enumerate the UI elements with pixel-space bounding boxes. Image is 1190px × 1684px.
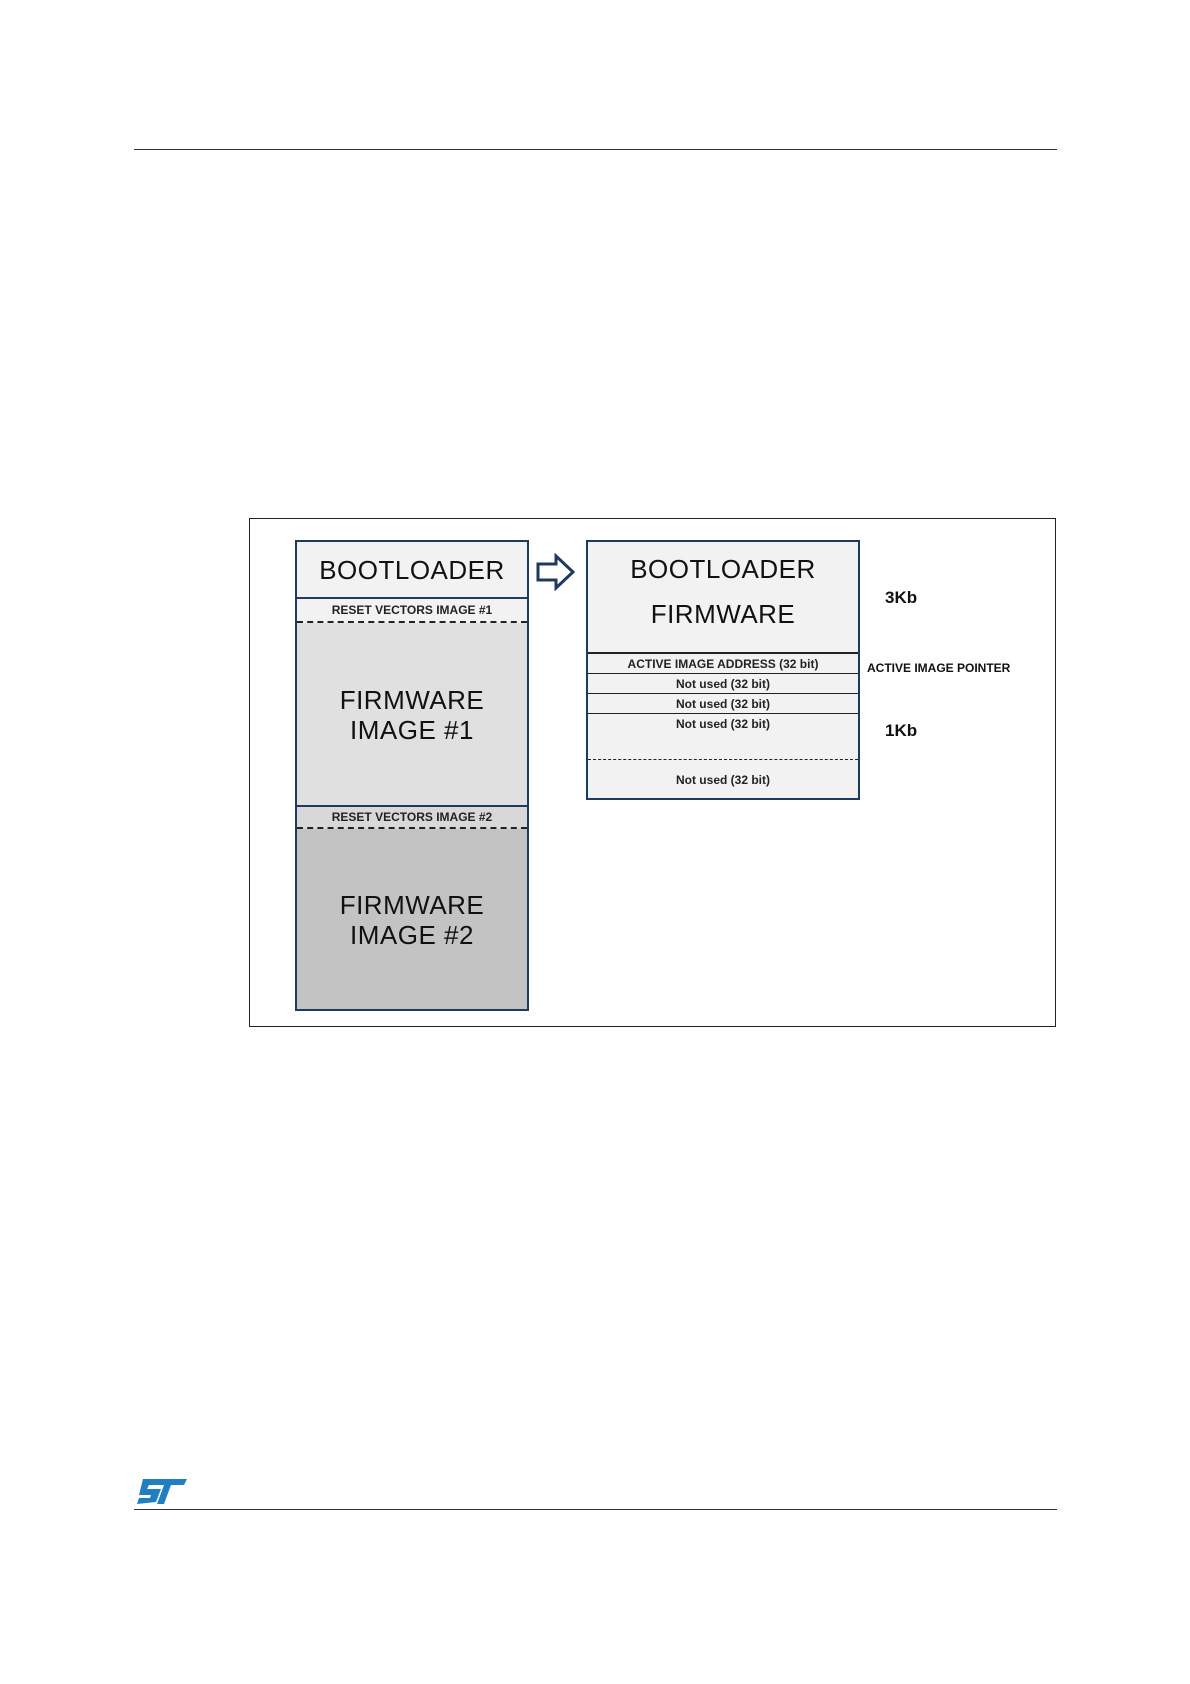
firmware-image-1-segment: [297, 623, 527, 807]
st-logo: [135, 1477, 187, 1506]
bootloader-firmware-line1: BOOTLOADER: [630, 554, 816, 584]
bootloader-label: BOOTLOADER: [319, 555, 505, 585]
reset-vectors-image-2-segment: [297, 807, 527, 829]
reset-vectors-image-1-label: RESET VECTORS IMAGE #1: [331, 603, 493, 617]
not-used-row: Not used (32 bit): [588, 674, 858, 694]
active-image-address-row: ACTIVE IMAGE ADDRESS (32 bit): [588, 654, 858, 674]
firmware-image-1-line2: IMAGE #1: [350, 715, 474, 745]
right-arrow-icon: [536, 553, 576, 591]
bootloader-segment: [297, 542, 527, 599]
reset-vectors-image-2-label: RESET VECTORS IMAGE #2: [331, 810, 493, 824]
firmware-image-2-segment: [297, 829, 527, 1009]
not-used-row: Not used (32 bit): [588, 694, 858, 714]
flash-memory-map: [295, 540, 529, 1011]
not-used-row: Not used (32 bit): [675, 773, 770, 787]
active-image-pointer-label: ACTIVE IMAGE POINTER: [867, 661, 1011, 675]
bootloader-detail-map: [586, 540, 860, 800]
firmware-image-1-line1: FIRMWARE: [339, 685, 485, 715]
reset-vectors-image-1-segment: [297, 599, 527, 623]
footer-rule: [134, 1509, 1057, 1510]
firmware-image-2-line1: FIRMWARE: [339, 890, 485, 920]
bootloader-firmware-line2: FIRMWARE: [650, 599, 796, 629]
firmware-image-2-line2: IMAGE #2: [350, 920, 474, 950]
not-used-row: Not used (32 bit): [588, 714, 858, 760]
bootloader-firmware-segment: [588, 542, 858, 654]
bootloader-size-label: 3Kb: [885, 588, 918, 607]
pointer-area-size-label: 1Kb: [885, 721, 918, 740]
header-rule: [134, 149, 1057, 150]
